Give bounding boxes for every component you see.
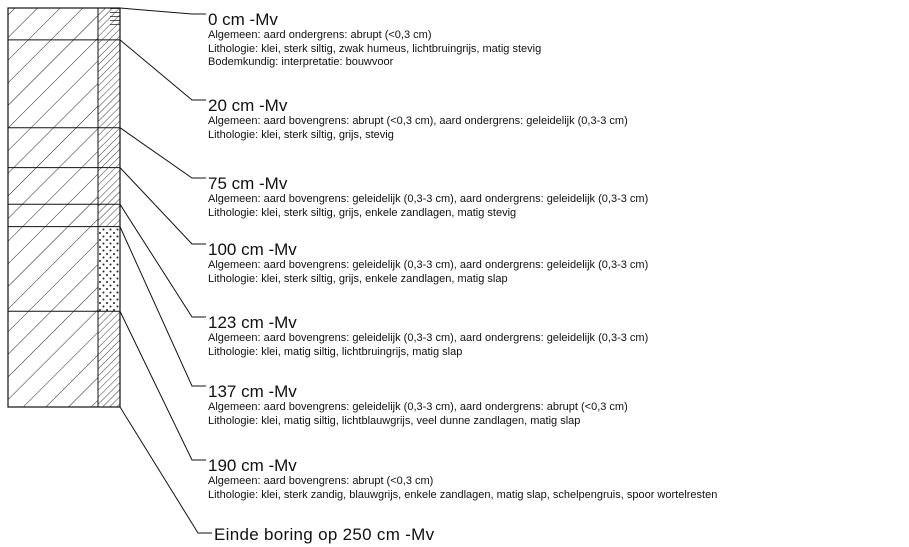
humus-pattern <box>110 8 120 27</box>
layer-description-line: Lithologie: klei, sterk siltig, zwak humeus, lichtbruingrijs, matig stevig <box>208 42 542 55</box>
layer-admixture-pattern <box>98 204 120 226</box>
layer-admixture-pattern <box>98 128 120 168</box>
layer-depth-label: 0 cm -Mv <box>208 10 278 29</box>
layer-depth-label: 123 cm -Mv <box>208 313 297 332</box>
layer-depth-label: 100 cm -Mv <box>208 240 297 259</box>
layer-description-line: Lithologie: klei, sterk siltig, grijs, stevig <box>208 128 394 141</box>
layer-admixture-pattern <box>98 168 120 205</box>
layer-description-line: Lithologie: klei, sterk zandig, blauwgrijs, enkele zandlagen, matig slap, schelpengruis, spoor wortelresten <box>208 488 718 501</box>
layer-depth-label: 20 cm -Mv <box>208 96 288 115</box>
layer-description <box>208 456 908 502</box>
layer-connector-line <box>120 227 206 386</box>
layer-lithology-hatch <box>8 40 98 128</box>
layer-description <box>208 240 908 286</box>
layer-description-line: Algemeen: aard bovengrens: geleidelijk (0,3-3 cm), aard ondergrens: abrupt (<0,3 cm) <box>208 401 628 413</box>
layer-description-line: Algemeen: aard ondergrens: abrupt (<0,3 cm) <box>208 29 432 41</box>
layer-description-line: Bodemkundig: interpretatie: bouwvoor <box>208 56 394 68</box>
layer-depth-label: 190 cm -Mv <box>208 456 297 475</box>
layer-connector-line <box>120 168 206 244</box>
layer-description <box>208 174 908 220</box>
layer-connector-line <box>120 40 206 100</box>
layer-connector-line <box>120 407 212 533</box>
layer-description <box>208 313 908 359</box>
layer-description <box>208 96 908 142</box>
borehole-end-label: Einde boring op 250 cm -Mv <box>214 525 435 544</box>
layer-lithology-hatch <box>8 8 98 40</box>
borehole-column <box>8 8 120 407</box>
layer-description-line: Lithologie: klei, matig siltig, lichtblauwgrijs, veel dunne zandlagen, matig slap <box>208 414 581 427</box>
layer-depth-label: 137 cm -Mv <box>208 382 297 401</box>
layer-admixture-pattern <box>98 40 120 128</box>
layer-lithology-hatch <box>8 168 98 205</box>
layer-description-line: Lithologie: klei, matig siltig, lichtbruingrijs, matig slap <box>208 345 463 358</box>
layer-description-line: Lithologie: klei, sterk siltig, grijs, enkele zandlagen, matig stevig <box>208 206 517 219</box>
layer-description-line: Algemeen: aard bovengrens: geleidelijk (0,3-3 cm), aard ondergrens: geleidelijk (0,3-3 cm) <box>208 332 649 344</box>
layer-depth-label: 75 cm -Mv <box>208 174 288 193</box>
layer-description-line: Algemeen: aard bovengrens: geleidelijk (0,3-3 cm), aard ondergrens: geleidelijk (0,3-3 cm) <box>208 259 649 271</box>
layer-connector-line <box>120 128 206 178</box>
layer-admixture-pattern <box>98 227 120 312</box>
layer-lithology-hatch <box>8 204 98 226</box>
layer-connector-line <box>120 8 206 14</box>
layer-admixture-pattern <box>98 311 120 407</box>
layer-description-line: Algemeen: aard bovengrens: abrupt (<0,3 cm), aard ondergrens: geleidelijk (0,3-3 cm) <box>208 115 628 127</box>
layer-description-line: Algemeen: aard bovengrens: abrupt (<0,3 cm) <box>208 475 434 487</box>
layer-lithology-hatch <box>8 311 98 407</box>
layer-description <box>208 382 908 428</box>
layer-lithology-hatch <box>8 227 98 312</box>
layer-connectors <box>120 8 212 533</box>
layer-lithology-hatch <box>8 128 98 168</box>
layer-description <box>208 10 908 70</box>
layer-connector-line <box>120 204 206 317</box>
layer-description-line: Lithologie: klei, sterk siltig, grijs, enkele zandlagen, matig slap <box>208 272 508 285</box>
layer-description-line: Algemeen: aard bovengrens: geleidelijk (0,3-3 cm), aard ondergrens: geleidelijk (0,3-3 cm) <box>208 193 649 205</box>
